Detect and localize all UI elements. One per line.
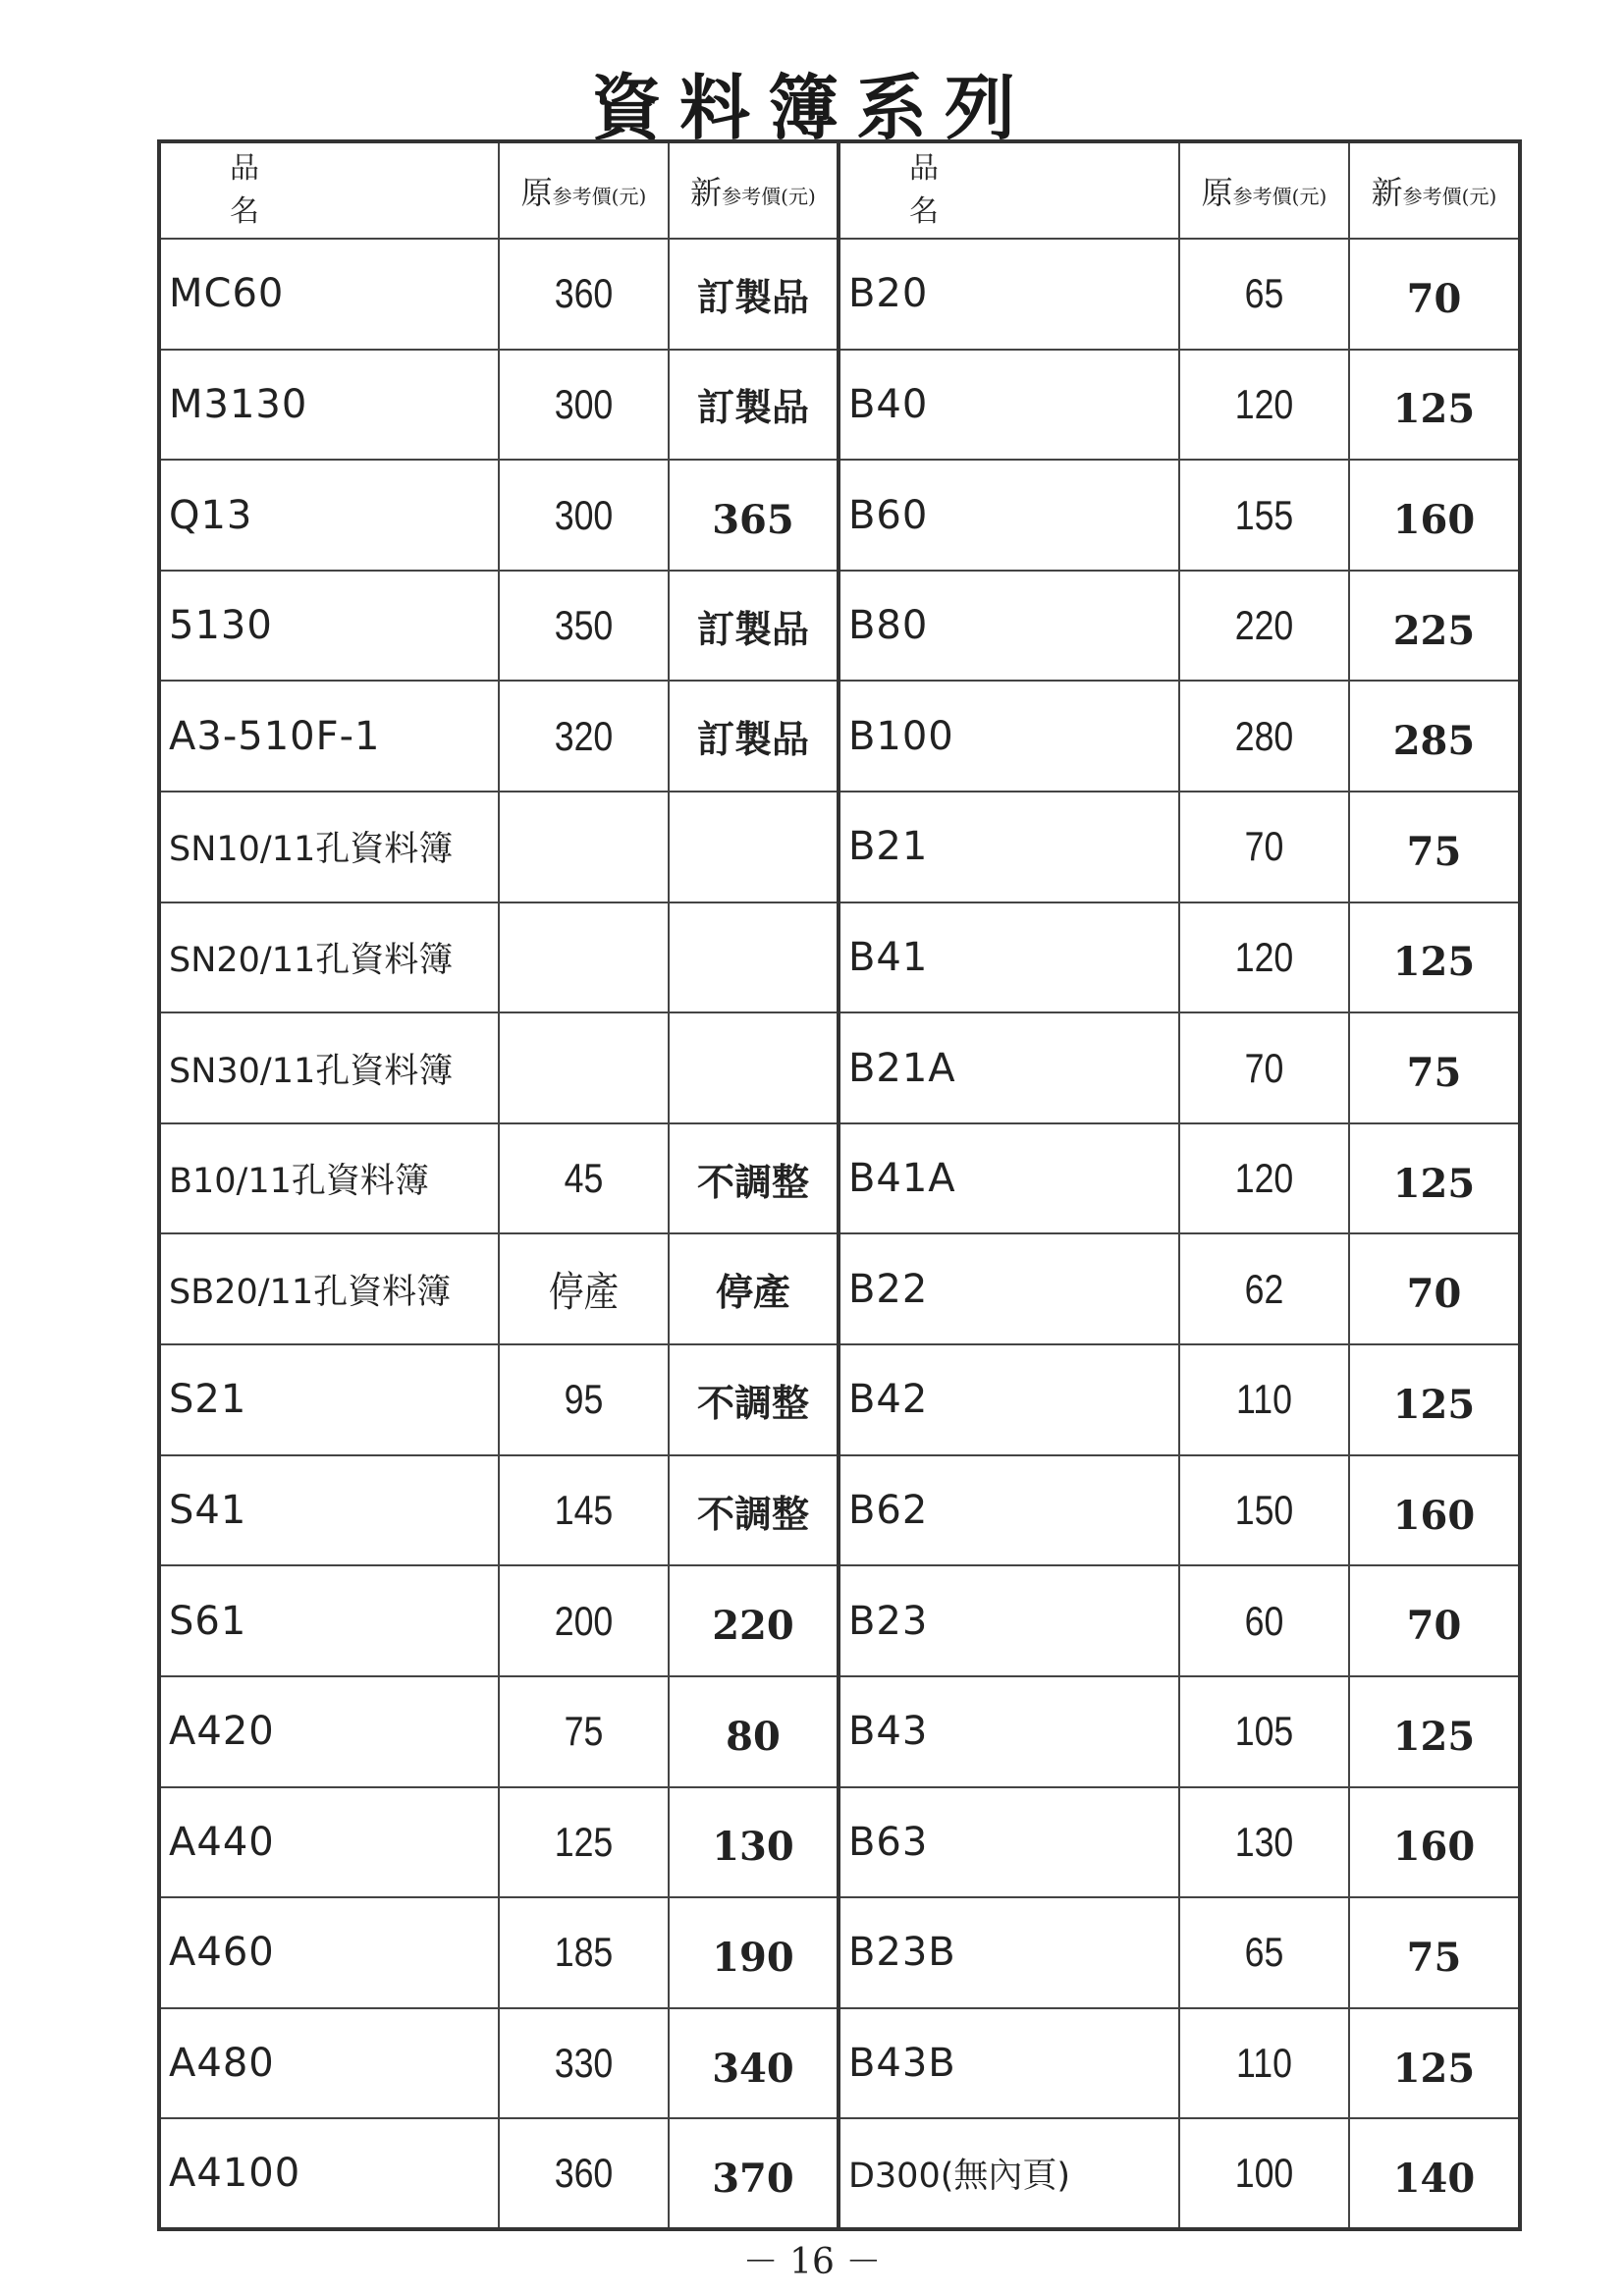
new-price-cell: 125 (1349, 1123, 1520, 1234)
product-name-cell: B41A (839, 1123, 1179, 1234)
product-name-cell: SN30/11孔資料簿 (159, 1012, 499, 1123)
old-price-cell: 150 (1192, 1455, 1336, 1566)
old-price-cell: 110 (1192, 2008, 1336, 2119)
table-row (159, 1897, 1520, 2008)
new-price-cell: 190 (669, 1897, 839, 2008)
old-price-cell: 105 (1192, 1676, 1336, 1787)
new-price-cell: 125 (1349, 1344, 1520, 1455)
new-price-cell: 訂製品 (669, 681, 839, 792)
old-price-cell: 300 (512, 350, 656, 461)
old-price-cell: 330 (512, 2008, 656, 2119)
price-table (157, 139, 1522, 2231)
header-product-name: 品 名 (159, 141, 499, 239)
product-name-cell: MC60 (159, 239, 499, 350)
table-row (159, 1012, 1520, 1123)
product-name-cell: SN20/11孔資料簿 (159, 902, 499, 1013)
product-name-cell: B60 (839, 460, 1179, 571)
new-price-cell: 160 (1349, 1787, 1520, 1898)
new-price-cell: 130 (669, 1787, 839, 1898)
product-name-cell: B42 (839, 1344, 1179, 1455)
new-price-cell: 75 (1349, 792, 1520, 902)
header-new-price: 新参考價(元) (1349, 141, 1520, 239)
old-price-cell: 200 (512, 1565, 656, 1676)
new-price-cell: 125 (1349, 1676, 1520, 1787)
product-name-cell: B43B (839, 2008, 1179, 2119)
product-name-cell: A460 (159, 1897, 499, 2008)
old-price-cell: 70 (1192, 1012, 1336, 1123)
old-price-cell: 75 (512, 1676, 656, 1787)
new-price-cell: 160 (1349, 1455, 1520, 1566)
new-price-cell: 75 (1349, 1897, 1520, 2008)
product-name-cell: B22 (839, 1233, 1179, 1344)
table-row (159, 792, 1520, 902)
old-price-cell (512, 1012, 656, 1123)
product-name-cell: A3-510F-1 (159, 681, 499, 792)
old-price-cell: 70 (1192, 792, 1336, 902)
old-price-cell: 360 (512, 239, 656, 350)
new-price-cell: 70 (1349, 1565, 1520, 1676)
new-price-cell: 不調整 (669, 1344, 839, 1455)
old-price-cell: 120 (1192, 350, 1336, 461)
new-price-cell: 停產 (669, 1233, 839, 1344)
product-name-cell: B21A (839, 1012, 1179, 1123)
header-new-price: 新参考價(元) (669, 141, 839, 239)
product-name-cell: SN10/11孔資料簿 (159, 792, 499, 902)
table-row (159, 1233, 1520, 1344)
new-price-cell: 125 (1349, 350, 1520, 461)
old-price-cell: 185 (512, 1897, 656, 2008)
old-price-cell: 120 (1192, 902, 1336, 1013)
new-price-cell: 訂製品 (669, 350, 839, 461)
new-price-cell: 不調整 (669, 1123, 839, 1234)
table-row (159, 1123, 1520, 1234)
new-price-cell: 70 (1349, 1233, 1520, 1344)
product-name-cell: B100 (839, 681, 1179, 792)
old-price-cell: 95 (512, 1344, 656, 1455)
new-price-cell: 340 (669, 2008, 839, 2119)
new-price-cell: 285 (1349, 681, 1520, 792)
old-price-cell: 62 (1192, 1233, 1336, 1344)
table-row (159, 1787, 1520, 1898)
old-price-cell: 110 (1192, 1344, 1336, 1455)
new-price-cell: 訂製品 (669, 239, 839, 350)
new-price-cell: 125 (1349, 902, 1520, 1013)
old-price-cell: 350 (512, 571, 656, 682)
table-row (159, 902, 1520, 1013)
old-price-cell: 280 (1192, 681, 1336, 792)
new-price-cell: 365 (669, 460, 839, 571)
table-row (159, 681, 1520, 792)
product-name-cell: S41 (159, 1455, 499, 1566)
old-price-cell: 320 (512, 681, 656, 792)
product-name-cell: 5130 (159, 571, 499, 682)
table-row (159, 2118, 1520, 2229)
product-name-cell: B10/11孔資料簿 (159, 1123, 499, 1234)
product-name-cell: B80 (839, 571, 1179, 682)
old-price-cell: 45 (512, 1123, 656, 1234)
product-name-cell: B63 (839, 1787, 1179, 1898)
table-row (159, 1565, 1520, 1676)
product-name-cell: B20 (839, 239, 1179, 350)
old-price-cell: 220 (1192, 571, 1336, 682)
new-price-cell: 訂製品 (669, 571, 839, 682)
product-name-cell: B40 (839, 350, 1179, 461)
product-name-cell: B62 (839, 1455, 1179, 1566)
new-price-cell: 不調整 (669, 1455, 839, 1566)
product-name-cell: D300(無內頁) (839, 2118, 1179, 2229)
new-price-cell: 75 (1349, 1012, 1520, 1123)
old-price-cell: 65 (1192, 1897, 1336, 2008)
new-price-cell: 80 (669, 1676, 839, 1787)
new-price-cell: 220 (669, 1565, 839, 1676)
product-name-cell: Q13 (159, 460, 499, 571)
table-row (159, 460, 1520, 571)
page-number: － 16 － (742, 2242, 882, 2282)
product-name-cell: M3130 (159, 350, 499, 461)
page-title: 資料簿系列 (590, 66, 1033, 149)
table-header-row (159, 141, 1520, 239)
product-name-cell: A440 (159, 1787, 499, 1898)
new-price-cell: 160 (1349, 460, 1520, 571)
product-name-cell: S21 (159, 1344, 499, 1455)
old-price-cell: 145 (512, 1455, 656, 1566)
product-name-cell: B43 (839, 1676, 1179, 1787)
old-price-cell: 停產 (512, 1233, 656, 1344)
old-price-cell: 130 (1192, 1787, 1336, 1898)
header-old-price: 原参考價(元) (499, 141, 669, 239)
product-name-cell: S61 (159, 1565, 499, 1676)
new-price-cell: 125 (1349, 2008, 1520, 2119)
product-name-cell: A480 (159, 2008, 499, 2119)
new-price-cell: 370 (669, 2118, 839, 2229)
product-name-cell: B23 (839, 1565, 1179, 1676)
old-price-cell (512, 792, 656, 902)
product-name-cell: B21 (839, 792, 1179, 902)
old-price-cell: 155 (1192, 460, 1336, 571)
table-row (159, 350, 1520, 461)
new-price-cell: 140 (1349, 2118, 1520, 2229)
table-row (159, 1676, 1520, 1787)
old-price-cell: 300 (512, 460, 656, 571)
new-price-cell: 70 (1349, 239, 1520, 350)
table-row (159, 1344, 1520, 1455)
old-price-cell: 65 (1192, 239, 1336, 350)
table-row (159, 571, 1520, 682)
table-row (159, 239, 1520, 350)
product-name-cell: SB20/11孔資料簿 (159, 1233, 499, 1344)
table-row (159, 1455, 1520, 1566)
product-name-cell: B41 (839, 902, 1179, 1013)
old-price-cell: 100 (1192, 2118, 1336, 2229)
header-product-name: 品 名 (839, 141, 1179, 239)
new-price-cell (669, 792, 839, 902)
table-row (159, 2008, 1520, 2119)
header-old-price: 原参考價(元) (1179, 141, 1349, 239)
product-name-cell: A4100 (159, 2118, 499, 2229)
old-price-cell: 125 (512, 1787, 656, 1898)
old-price-cell: 120 (1192, 1123, 1336, 1234)
old-price-cell: 60 (1192, 1565, 1336, 1676)
new-price-cell (669, 902, 839, 1013)
new-price-cell (669, 1012, 839, 1123)
product-name-cell: A420 (159, 1676, 499, 1787)
old-price-cell: 360 (512, 2118, 656, 2229)
product-name-cell: B23B (839, 1897, 1179, 2008)
old-price-cell (512, 902, 656, 1013)
new-price-cell: 225 (1349, 571, 1520, 682)
